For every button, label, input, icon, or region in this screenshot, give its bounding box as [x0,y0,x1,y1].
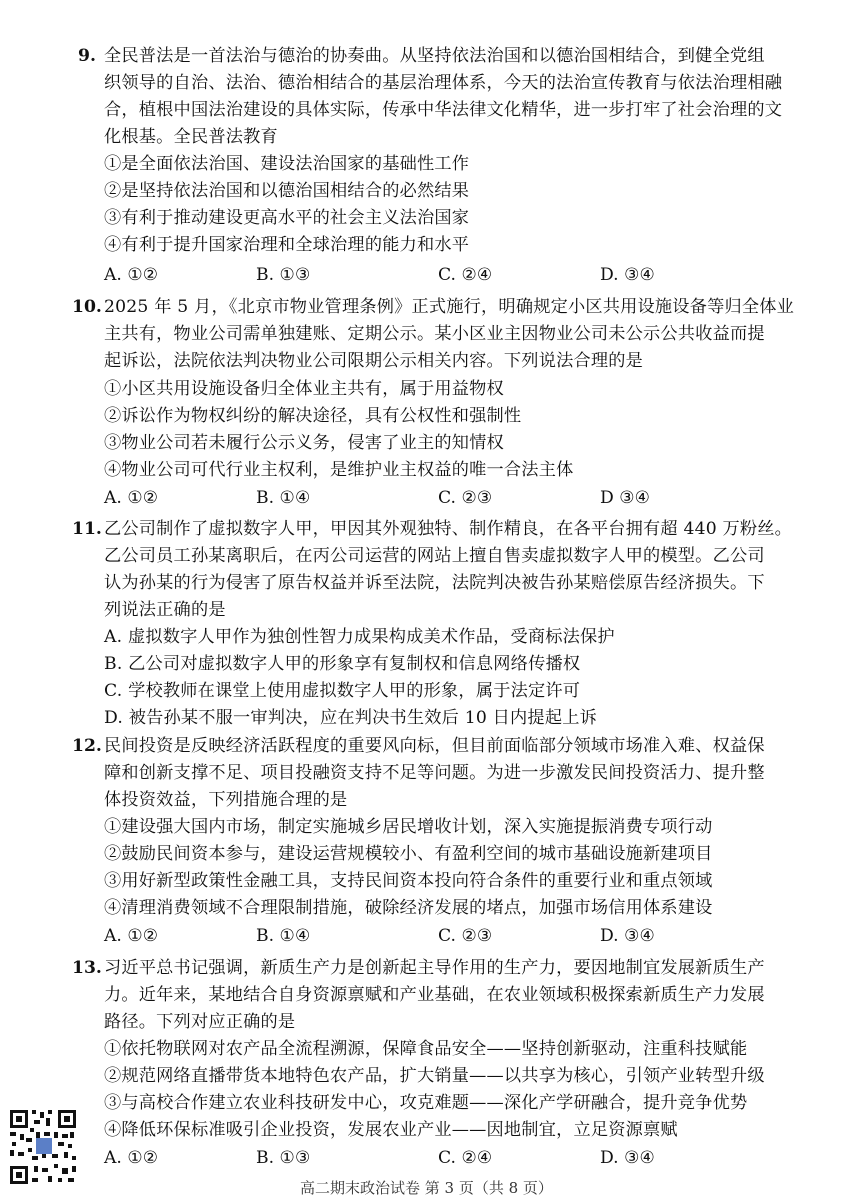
option-d[interactable]: D. 被告孙某不服一审判决，应在判决书生效后 10 日内提起上诉 [104,708,597,728]
question-10-item: ①小区共用设施设备归全体业主共有，属于用益物权 [104,379,504,399]
option-b[interactable]: B. ①③ [256,265,311,285]
question-13-number: 13. [72,958,102,978]
option-b[interactable]: B. ①④ [256,926,311,946]
question-12-item: ③用好新型政策性金融工具，支持民间资本投向符合条件的重要行业和重点领域 [104,871,713,891]
question-9-item: ④有利于提升国家治理和全球治理的能力和水平 [104,235,470,255]
option-d[interactable]: D ③④ [600,488,651,508]
option-b[interactable]: B. ①④ [256,488,311,508]
question-12-number: 12. [72,736,102,756]
option-d[interactable]: D. ③④ [600,1148,655,1168]
option-a[interactable]: A. ①② [104,265,159,285]
question-10-stem-line: 主共有，物业公司需单独建账、定期公示。某小区业主因物业公司未公示公共收益而提 [104,324,765,344]
question-10-options [104,485,744,511]
question-12-stem-line: 体投资效益，下列措施合理的是 [104,790,348,810]
question-13-stem-line: 路径。下列对应正确的是 [104,1012,296,1032]
question-13-stem-line: 力。近年来，某地结合自身资源禀赋和产业基础，在农业领域积极探索新质生产力发展 [104,985,765,1005]
option-a[interactable]: A. ①② [104,488,159,508]
option-b[interactable]: B. 乙公司对虚拟数字人甲的形象享有复制权和信息网络传播权 [104,654,581,674]
question-12-stem-line: 障和创新支撑不足、项目投融资支持不足等问题。为进一步激发民间投资活力、提升整 [104,763,765,783]
question-12-item: ④清理消费领域不合理限制措施，破除经济发展的堵点，加强市场信用体系建设 [104,898,713,918]
question-13-item: ①依托物联网对农产品全流程溯源，保障食品安全——坚持创新驱动，注重科技赋能 [104,1039,748,1059]
question-9-stem-line: 合，植根中国法治建设的具体实际，传承中华法律文化精华，进一步打牢了社会治理的文 [104,100,783,120]
option-a[interactable]: A. ①② [104,926,159,946]
question-11-stem-line: 乙公司制作了虚拟数字人甲，甲因其外观独特、制作精良，在各平台拥有超 440 万粉丝。 [104,519,793,539]
question-13-item: ④降低环保标准吸引企业投资，发展农业产业——因地制宜，立足资源禀赋 [104,1120,678,1140]
question-12-options [104,923,744,949]
option-d[interactable]: D. ③④ [600,926,655,946]
option-d[interactable]: D. ③④ [600,265,655,285]
question-10-item: ③物业公司若未履行公示义务，侵害了业主的知情权 [104,433,504,453]
option-a[interactable]: A. 虚拟数字人甲作为独创性智力成果构成美术作品，受商标法保护 [104,627,615,647]
option-c[interactable]: C. 学校教师在课堂上使用虚拟数字人甲的形象，属于法定许可 [104,681,581,701]
question-13-stem-line: 习近平总书记强调，新质生产力是创新起主导作用的生产力，要因地制宜发展新质生产 [104,958,765,978]
question-9-item: ②是坚持依法治国和以德治国相结合的必然结果 [104,181,470,201]
question-9-stem-line: 织领导的自治、法治、德治相结合的基层治理体系，今天的法治宣传教育与依法治理相融 [104,73,783,93]
question-11-stem-line: 乙公司员工孙某离职后，在丙公司运营的网站上擅自售卖虚拟数字人甲的模型。乙公司 [104,546,765,566]
question-9-options [104,262,744,288]
question-9-item: ①是全面依法治国、建设法治国家的基础性工作 [104,154,470,174]
question-13-item: ②规范网络直播带货本地特色农产品，扩大销量——以共享为核心，引领产业转型升级 [104,1066,765,1086]
option-c[interactable]: C. ②③ [438,926,493,946]
question-9-number: 9. [78,46,96,66]
question-9-item: ③有利于推动建设更高水平的社会主义法治国家 [104,208,470,228]
question-10-item: ④物业公司可代行业主权利，是维护业主权益的唯一合法主体 [104,460,574,480]
question-10-stem-line: 2025 年 5 月，《北京市物业管理条例》正式施行，明确规定小区共用设施设备等归全体业 [104,297,795,317]
question-10-stem-line: 起诉讼，法院依法判决物业公司限期公示相关内容。下列说法合理的是 [104,351,644,371]
page-footer: 高二期末政治试卷 第 3 页（共 8 页） [300,1179,553,1197]
question-11-stem-line: 认为孙某的行为侵害了原告权益并诉至法院，法院判决被告孙某赔偿原告经济损失。下 [104,573,765,593]
question-10-number: 10. [72,297,102,317]
option-c[interactable]: C. ②③ [438,488,493,508]
question-9-stem-line: 化根基。全民普法教育 [104,127,278,147]
question-13-options [104,1145,744,1171]
question-12-item: ①建设强大国内市场，制定实施城乡居民增收计划，深入实施提振消费专项行动 [104,817,713,837]
option-c[interactable]: C. ②④ [438,1148,493,1168]
question-12-item: ②鼓励民间资本参与，建设运营规模较小、有盈利空间的城市基础设施新建项目 [104,844,713,864]
question-13-item: ③与高校合作建立农业科技研发中心，攻克难题——深化产学研融合，提升竞争优势 [104,1093,748,1113]
question-12-stem-line: 民间投资是反映经济活跃程度的重要风向标，但目前面临部分领域市场准入难、权益保 [104,736,765,756]
question-11-number: 11. [72,519,102,539]
qr-code-icon [8,1108,78,1186]
option-c[interactable]: C. ②④ [438,265,493,285]
option-b[interactable]: B. ①③ [256,1148,311,1168]
question-11-stem-line: 列说法正确的是 [104,600,226,620]
question-10-item: ②诉讼作为物权纠纷的解决途径，具有公权性和强制性 [104,406,522,426]
option-a[interactable]: A. ①② [104,1148,159,1168]
question-9-stem-line: 全民普法是一首法治与德治的协奏曲。从坚持依法治国和以德治国相结合，到健全党组 [104,46,765,66]
